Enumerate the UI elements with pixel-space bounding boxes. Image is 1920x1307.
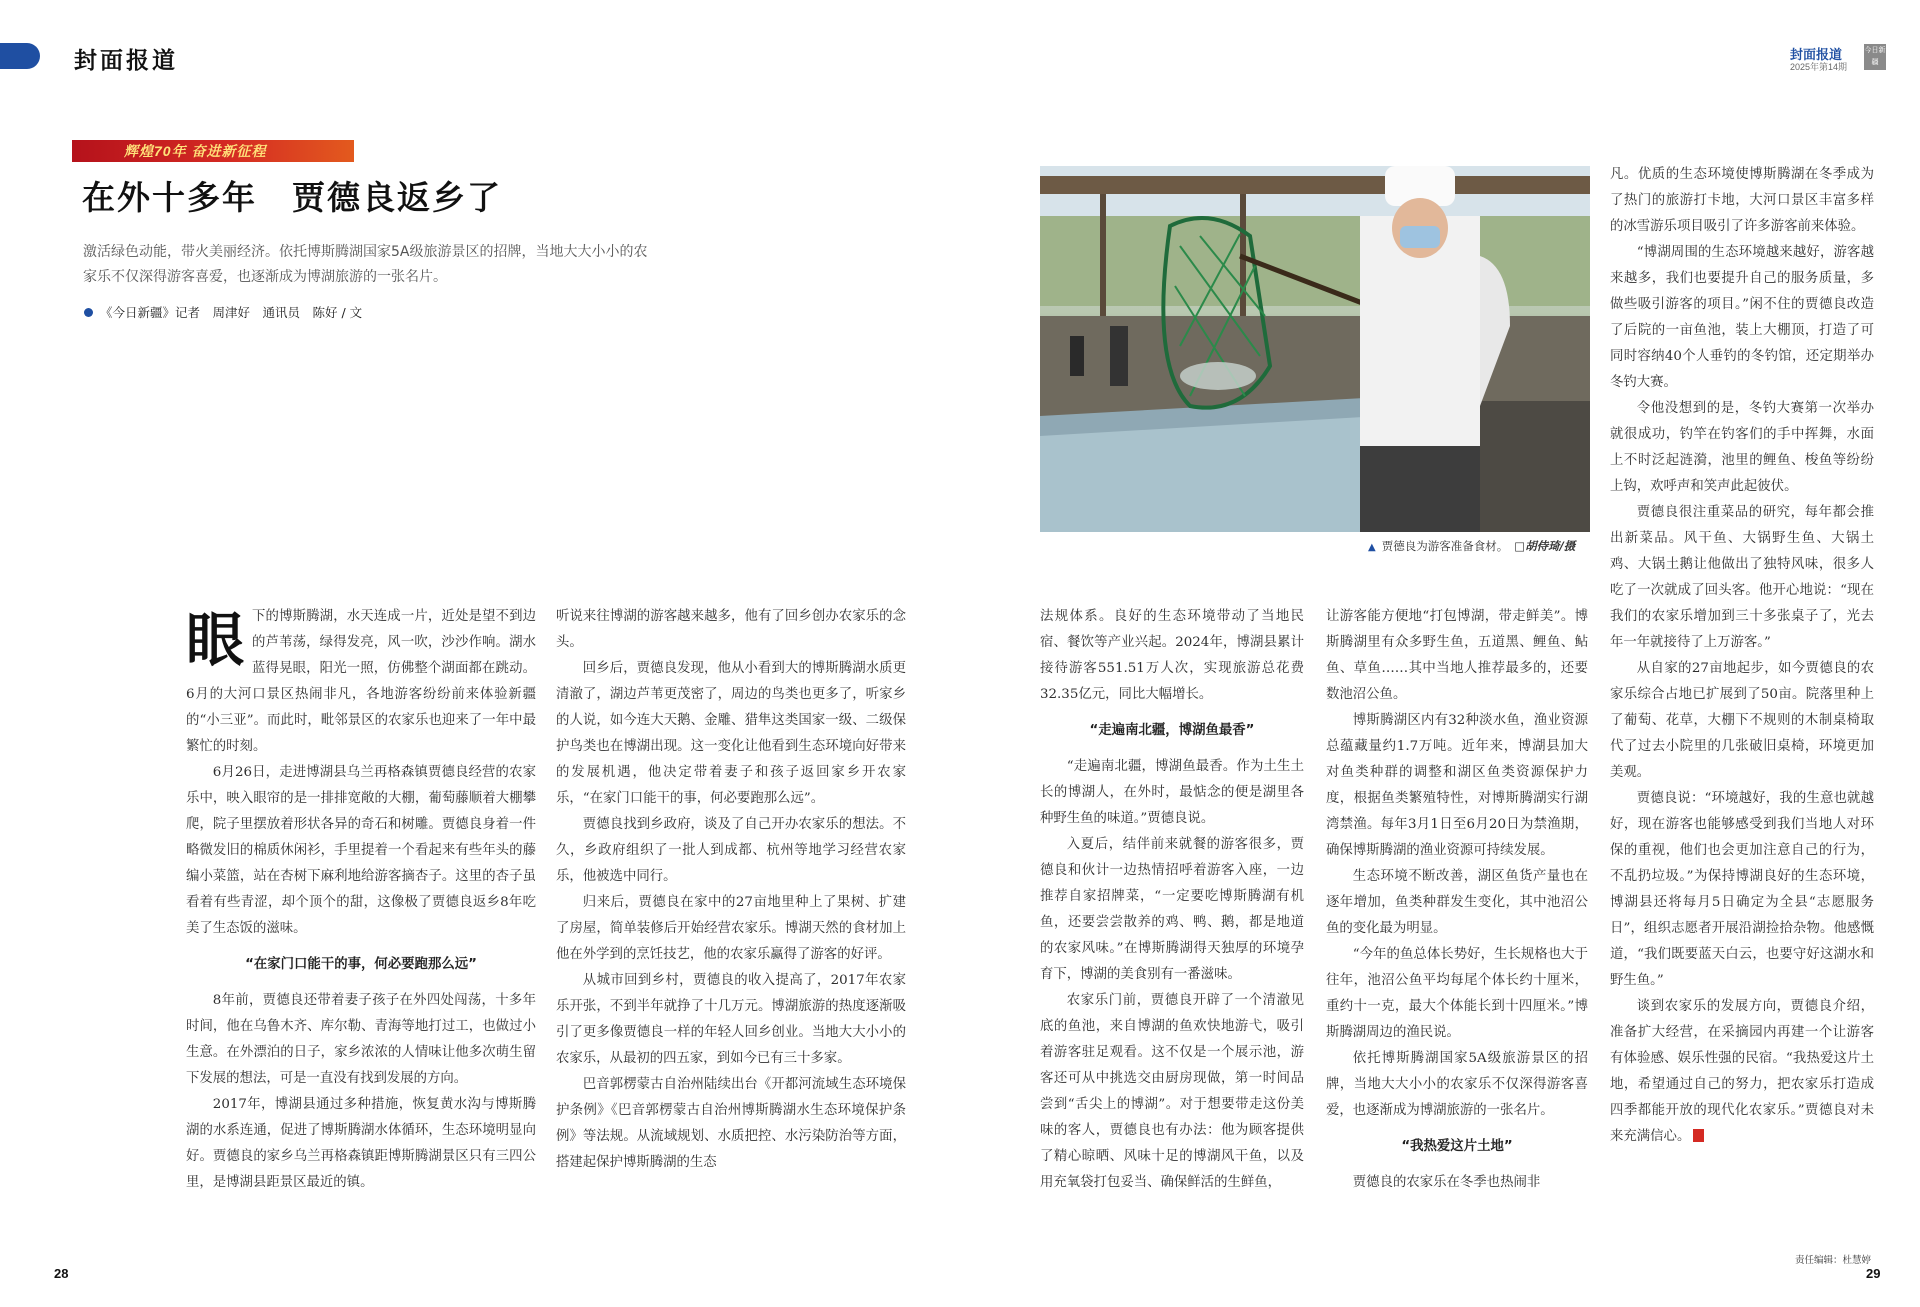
paragraph: 贾德良的农家乐在冬季也热闹非 xyxy=(1352,1175,1541,1190)
page-number-right: 29 xyxy=(1866,1266,1881,1281)
paragraph: 听说来往博湖的游客越来越多，他有了回乡创办农家乐的念头。 xyxy=(556,609,906,650)
column-4 xyxy=(1326,604,1588,1196)
photo-illustration xyxy=(1040,166,1590,532)
byline xyxy=(84,303,362,321)
theme-banner: 辉煌70年 奋进新征程 xyxy=(72,140,354,162)
section-tab xyxy=(0,43,40,69)
paragraph: 凡。优质的生态环境使博斯腾湖在冬季成为了热门的旅游打卡地，大河口景区丰富多样的冰雪游乐项目吸引了许多游客前来体验。 xyxy=(1610,167,1874,234)
bullet-icon xyxy=(84,308,93,317)
byline-text: 《今日新疆》记者 周津好 通讯员 陈好 / 文 xyxy=(100,305,363,320)
column-5 xyxy=(1610,162,1874,1150)
page-number-left: 28 xyxy=(54,1266,69,1281)
subheading: “在家门口能干的事，何必要跑那么远” xyxy=(245,957,477,972)
paragraph: 巴音郭楞蒙古自治州陆续出台《开都河流域生态环境保护条例》《巴音郭楞蒙古自治州博斯腾湖水生态环境保护条例》等法规。从流域规划、水质把控、水污染防治等方面，搭建起保护博斯腾湖的生态 xyxy=(556,1077,906,1170)
paragraph: 贾德良说：“环境越好，我的生意也就越好，现在游客也能够感受到我们当地人对环保的重视，他们也会更加注意自己的行为，不乱扔垃圾。”为保持博湖良好的生态环境，博湖县还将每月5日确定为全县“志愿服务日”，组织志愿者开展沿湖捡拾杂物。他感慨道，“我们既要蓝天白云，也要守好这湖水和野生鱼。” xyxy=(1610,791,1874,988)
caption-text: 贾德良为游客准备食材。 xyxy=(1381,539,1509,553)
paragraph-text: 谈到农家乐的发展方向，贾德良介绍，准备扩大经营，在采摘园内再建一个让游客有体验感、娱乐性强的民宿。“我热爱这片土地，希望通过自己的努力，把农家乐打造成四季都能开放的现代化农家乐。”贾德良对未来充满信心。 xyxy=(1610,999,1874,1144)
column-3 xyxy=(1040,604,1304,1196)
paragraph: “博湖周围的生态环境越来越好，游客越来越多，我们也要提升自己的服务质量，多做些吸引游客的项目。”闲不住的贾德良改造了后院的一亩鱼池，装上大棚顶，打造了可同时容纳40个人垂钓的冬钓馆，还定期举办冬钓大赛。 xyxy=(1610,245,1874,390)
paragraph: 贾德良找到乡政府，谈及了自己开办农家乐的想法。不久，乡政府组织了一批人到成都、杭州等地学习经营农家乐，他被选中同行。 xyxy=(556,817,906,884)
drop-cap: 眼 xyxy=(186,606,245,674)
editor-credit: 责任编辑：杜慧婷 xyxy=(1795,1255,1872,1266)
end-mark-icon xyxy=(1693,1129,1704,1142)
article-lead: 激活绿色动能，带火美丽经济。依托博斯腾湖国家5A级旅游景区的招牌，当地大大小小的农家乐不仅深得游客喜爱，也逐渐成为博湖旅游的一张名片。 xyxy=(83,244,648,285)
paragraph: 回乡后，贾德良发现，他从小看到大的博斯腾湖水质更清澈了，湖边芦苇更茂密了，周边的鸟类也更多了，听家乡的人说，如今连大天鹅、金雕、猎隼这类国家一级、二级保护鸟类也在博湖出现。这一变化让他看到生态环境向好带来的发展机遇，他决定带着妻子和孩子返回家乡开农家乐，“在家门口能干的事，何必要跑那么远”。 xyxy=(556,661,906,806)
photo-credit: □胡侍琦/摄 xyxy=(1514,539,1576,553)
paragraph xyxy=(1610,994,1874,1150)
paragraph: 博斯腾湖区内有32种淡水鱼，渔业资源总蕴藏量约1.7万吨。近年来，博湖县加大对鱼类种群的调整和湖区鱼类资源保护力度，根据鱼类繁殖特性，对博斯腾湖实行湖湾禁渔。每年3月1日至6月20日为禁渔期，确保博斯腾湖的渔业资源可持续发展。 xyxy=(1326,713,1588,858)
column-2 xyxy=(556,604,906,1176)
article-headline: 在外十多年 贾德良返乡了 xyxy=(82,178,502,217)
triangle-icon: ▲ xyxy=(1368,542,1376,553)
paragraph: 生态环境不断改善，湖区鱼货产量也在逐年增加，鱼类种群发生变化，其中池沼公鱼的变化最为明显。 xyxy=(1326,869,1588,936)
paragraph: 依托博斯腾湖国家5A级旅游景区的招牌，当地大大小小的农家乐不仅深得游客喜爱，也逐渐成为博湖旅游的一张名片。 xyxy=(1326,1051,1588,1118)
paragraph: 2017年，博湖县通过多种措施，恢复黄水沟与博斯腾湖的水系连通，促进了博斯腾湖水体循环，生态环境明显向好。贾德良的家乡乌兰再格森镇距博斯腾湖景区只有三四公里，是博湖县距景区最近的镇。 xyxy=(186,1097,536,1190)
header-issue: 2025年第14期 xyxy=(1790,62,1848,72)
photo-caption xyxy=(1368,538,1575,554)
paragraph: 贾德良很注重菜品的研究，每年都会推出新菜品。风干鱼、大锅野生鱼、大锅土鸡、大锅土鹅让他做出了独特风味，很多人吃了一次就成了回头客。他开心地说：“现在我们的农家乐增加到三十多张桌子了，光去年一年就接待了上万游客。” xyxy=(1610,505,1874,650)
paragraph: 让游客能方便地“打包博湖，带走鲜美”。博斯腾湖里有众多野生鱼，五道黑、鲤鱼、鲇鱼、草鱼……其中当地人推荐最多的，还要数池沼公鱼。 xyxy=(1326,609,1588,702)
paragraph: 法规体系。良好的生态环境带动了当地民宿、餐饮等产业兴起。2024年，博湖县累计接待游客551.51万人次，实现旅游总花费32.35亿元，同比大幅增长。 xyxy=(1040,609,1304,702)
paragraph: “走遍南北疆，博湖鱼最香。作为土生土长的博湖人，在外时，最惦念的便是湖里各种野生鱼的味道。”贾德良说。 xyxy=(1040,759,1304,826)
paragraph: 8年前，贾德良还带着妻子孩子在外四处闯荡，十多年时间，他在乌鲁木齐、库尔勒、青海等地打过工，也做过小生意。在外漂泊的日子，家乡浓浓的人情味让他多次萌生留下发展的想法，可是一直没有找到发展的方向。 xyxy=(186,993,536,1086)
article-photo xyxy=(1040,166,1590,532)
paragraph: 6月26日，走进博湖县乌兰再格森镇贾德良经营的农家乐中，映入眼帘的是一排排宽敞的大棚，葡萄藤顺着大棚攀爬，院子里摆放着形状各异的奇石和树雕。贾德良身着一件略微发旧的棉质休闲衫，手里提着一个看起来有些年头的藤编小菜篮，站在杏树下麻利地给游客摘杏子。这里的杏子虽看着有些青涩，却个顶个的甜，这像极了贾德良返乡8年吃美了生态饭的滋味。 xyxy=(186,765,536,936)
subheading: “走遍南北疆，博湖鱼最香” xyxy=(1089,723,1255,738)
paragraph: 从自家的27亩地起步，如今贾德良的农家乐综合占地已扩展到了50亩。院落里种上了葡萄、花草，大棚下不规则的木制桌椅取代了过去小院里的几张破旧桌椅，环境更加美观。 xyxy=(1610,661,1874,780)
magazine-logo: 今日新疆 xyxy=(1864,44,1886,70)
subheading: “我热爱这片土地” xyxy=(1401,1139,1513,1154)
paragraph: 农家乐门前，贾德良开辟了一个清澈见底的鱼池，来自博湖的鱼欢快地游弋，吸引着游客驻足观看。这不仅是一个展示池，游客还可从中挑选交由厨房现做，第一时间品尝到“舌尖上的博湖”。对于想要带走这份美味的客人，贾德良也有办法：他为顾客提供了精心晾晒、风味十足的博湖风干鱼，以及用充氧袋打包妥当、确保鲜活的生鲜鱼， xyxy=(1040,993,1304,1190)
section-title: 封面报道 xyxy=(74,47,178,74)
column-1 xyxy=(186,604,536,1196)
paragraph: 入夏后，结伴前来就餐的游客很多，贾德良和伙计一边热情招呼着游客入座，一边推荐自家招牌菜，“一定要吃博斯腾湖有机鱼，还要尝尝散养的鸡、鸭、鹅，都是地道的农家风味。”在博斯腾湖得天独厚的环境孕育下，博湖的美食别有一番滋味。 xyxy=(1040,837,1304,982)
paragraph: 从城市回到乡村，贾德良的收入提高了，2017年农家乐开张，不到半年就挣了十几万元。博湖旅游的热度逐渐吸引了更多像贾德良一样的年轻人回乡创业。当地大大小小的农家乐，从最初的四五家，到如今已有三十多家。 xyxy=(556,973,906,1066)
paragraph: “今年的鱼总体长势好，生长规格也大于往年，池沼公鱼平均每尾个体长约十厘米，重约十一克，最大个体能长到十四厘米。”博斯腾湖周边的渔民说。 xyxy=(1326,947,1588,1040)
paragraph xyxy=(186,604,536,760)
paragraph: 令他没想到的是，冬钓大赛第一次举办就很成功，钓竿在钓客们的手中挥舞，水面上不时泛起涟漪，池里的鲤鱼、梭鱼等纷纷上钩，欢呼声和笑声此起彼伏。 xyxy=(1610,401,1874,494)
paragraph: 归来后，贾德良在家中的27亩地里种上了果树、扩建了房屋，简单装修后开始经营农家乐。博湖天然的食材加上他在外学到的烹饪技艺，他的农家乐赢得了游客的好评。 xyxy=(556,895,906,962)
header-section-name: 封面报道 xyxy=(1790,47,1843,62)
paragraph-text: 下的博斯腾湖，水天连成一片，近处是望不到边的芦苇荡，绿得发亮，风一吹，沙沙作响。湖水蓝得晃眼，阳光一照，仿佛整个湖面都在跳动。6月的大河口景区热闹非凡，各地游客纷纷前来体验新疆的“小三亚”。而此时，毗邻景区的农家乐也迎来了一年中最繁忙的时刻。 xyxy=(186,609,536,754)
